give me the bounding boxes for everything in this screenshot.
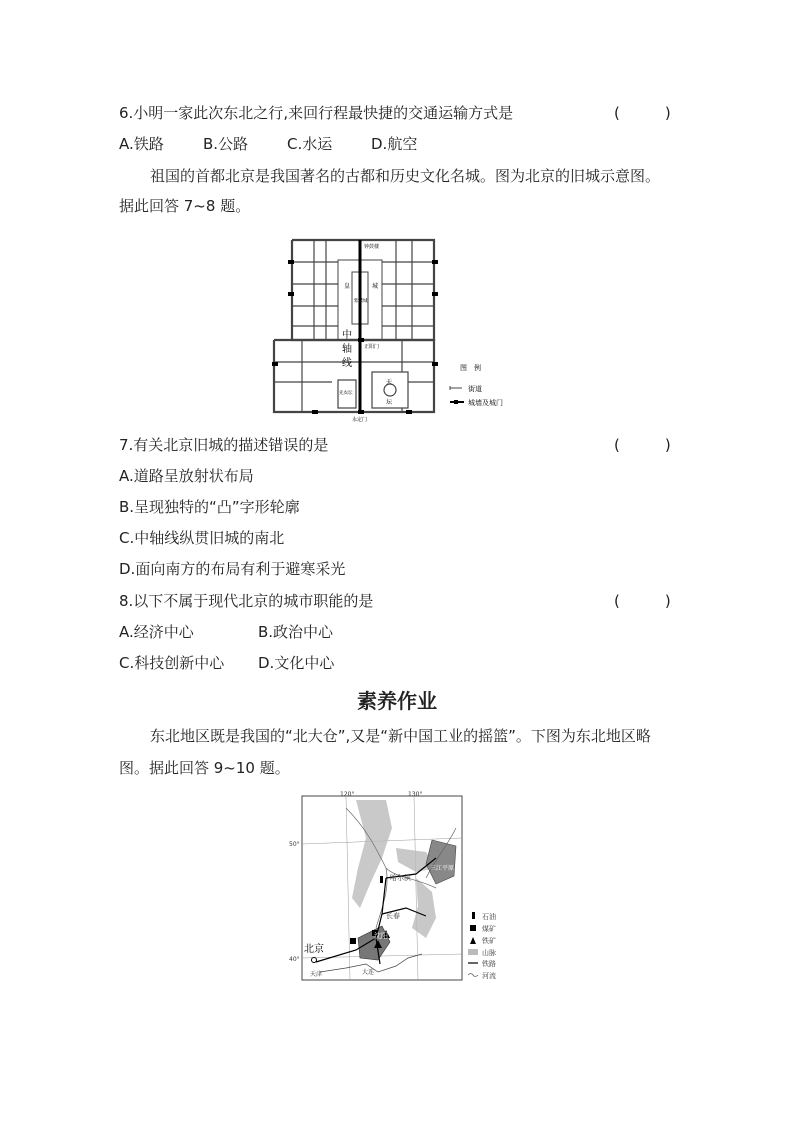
label-lat50: 50°: [289, 841, 300, 848]
label-sanjiang: 三江平原: [430, 865, 455, 872]
q6-option-a: A.铁路: [119, 135, 164, 153]
label-dianmen: 钟鼓楼: [364, 244, 380, 250]
legend-river-icon: [468, 974, 478, 977]
legend-river: 河流: [482, 972, 496, 980]
intro2-line2: 图。据此回答 9~10 题。: [119, 759, 290, 777]
label-zhou: 轴: [342, 344, 352, 355]
q8-option-a: A.经济中心: [119, 623, 194, 641]
q7-option-c: C.中轴线纵贯旧城的南北: [119, 529, 285, 547]
q7-option-b: B.呈现独特的“凸”字形轮廓: [119, 498, 300, 516]
legend-iron-icon: [470, 937, 476, 944]
label-lon130: 130°: [408, 791, 423, 798]
label-harbin: 哈尔滨: [390, 874, 411, 882]
intro2-line1: 东北地区既是我国的“北大仓”,又是“新中国工业的摇篮”。下图为东北地区略: [150, 727, 651, 745]
q6-option-c: C.水运: [287, 135, 333, 153]
q6-option-d: D.航空: [371, 135, 418, 153]
label-dalian: 大连: [362, 969, 375, 976]
legend-mountain: 山脉: [482, 949, 496, 957]
legend-wall: 城墙及城门: [468, 399, 503, 407]
legend-oil-icon: [472, 912, 475, 919]
label-zhong: 中: [342, 330, 352, 341]
intro1-line1: 祖国的首都北京是我国著名的古都和历史文化名城。图为北京的旧城示意图。: [150, 167, 661, 185]
label-tan: 坛: [386, 399, 393, 406]
q7-answer-bracket: ( ): [614, 436, 671, 454]
legend-street: 街道: [468, 385, 482, 393]
label-changchun: 长春: [386, 912, 400, 920]
label-lat40: 40°: [289, 956, 300, 963]
northeast-china-map: [286, 788, 516, 984]
label-zijincheng: 紫禁城: [354, 299, 368, 304]
beijing-marker: [312, 958, 317, 963]
label-beijing: 北京: [304, 944, 324, 955]
label-zhengyangmen: 正阳门: [364, 344, 380, 350]
q6-stem: 6.小明一家此次东北之行,来回行程最快捷的交通运输方式是: [119, 104, 514, 122]
q8-option-d: D.文化中心: [258, 654, 335, 672]
label-yongdingmen: 永定门: [352, 417, 368, 422]
q7-option-d: D.面向南方的布局有利于避寒采光: [119, 560, 346, 578]
label-xian: 线: [342, 358, 352, 369]
label-huangcheng-b: 城: [372, 283, 379, 290]
legend-mountain-icon: [468, 949, 478, 955]
q8-option-c: C.科技创新中心: [119, 654, 225, 672]
q8-stem: 8.以下不属于现代北京的城市职能的是: [119, 592, 374, 610]
beijing-old-city-map: [272, 232, 532, 422]
legend-coal: 煤矿: [482, 925, 496, 933]
legend-street-icon: [450, 386, 462, 390]
label-tian: 天: [386, 379, 393, 386]
q6-option-b: B.公路: [203, 135, 249, 153]
oil-icon: [380, 876, 383, 883]
q7-option-a: A.道路呈放射状布局: [119, 467, 254, 485]
label-xiannongtan: 先农坛: [339, 391, 353, 396]
legend-title: 图 例: [460, 364, 481, 372]
legend-oil: 石油: [482, 913, 496, 921]
label-shenyang: 沈阳: [374, 932, 388, 940]
q8-answer-bracket: ( ): [614, 592, 671, 610]
legend-railway: 铁路: [482, 960, 496, 968]
coal-icon: [350, 938, 356, 944]
legend-iron: 铁矿: [482, 937, 496, 945]
intro1-line2: 据此回答 7~8 题。: [119, 197, 251, 215]
label-huangcheng-a: 皇: [344, 283, 351, 290]
q7-stem: 7.有关北京旧城的描述错误的是: [119, 436, 329, 454]
label-tianjin: 天津: [310, 971, 323, 978]
label-lon120: 120°: [340, 791, 355, 798]
section-heading: 素养作业: [357, 689, 437, 713]
q6-answer-bracket: ( ): [614, 104, 671, 122]
q8-option-b: B.政治中心: [258, 623, 334, 641]
legend-coal-icon: [470, 925, 476, 931]
